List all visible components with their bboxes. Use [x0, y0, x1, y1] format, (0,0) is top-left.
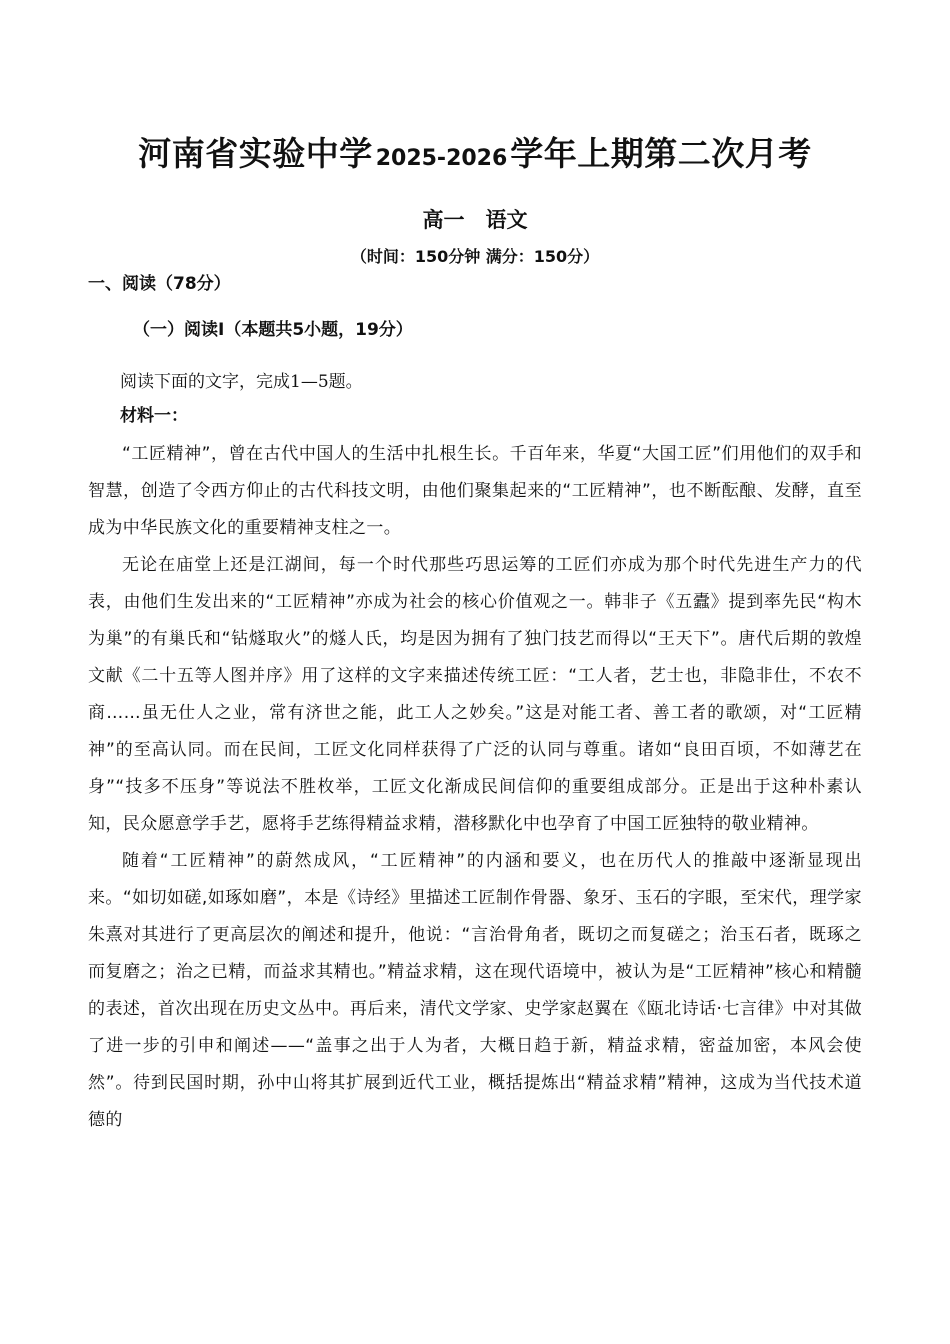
- exam-subject: 高一 语文: [422, 208, 528, 232]
- title-part1: 河南省实验中学: [138, 134, 373, 173]
- section-heading: 一、阅读（78分）: [88, 274, 231, 294]
- exam-time-info: （时间：150分钟 满分：150分）: [350, 247, 600, 266]
- title-part2: 学年上期第二次月考: [510, 134, 812, 173]
- passage-paragraph: “工匠精神”，曾在古代中国人的生活中扎根生长。千百年来，华夏“大国工匠”们用他们的双手和智慧，创造了令西方仰止的古代科技文明，由他们聚集起来的“工匠精神”，也不断酝酿、发酵，直至成为中华民族文化的重要精神支柱之一。: [88, 444, 862, 538]
- reading-instruction: 阅读下面的文字，完成1—5题。: [120, 372, 363, 392]
- title-years: 2025-2026: [375, 146, 508, 171]
- exam-title: [0, 128, 950, 185]
- passage-paragraph: 随着“工匠精神”的蔚然成风，“工匠精神”的内涵和要义，也在历代人的推敲中逐渐显现出来。“如切如磋,如琢如磨”，本是《诗经》里描述工匠制作骨器、象牙、玉石的字眼，至宋代，理学家朱熹对其进行了更高层次的阐述和提升，他说：“言治骨角者，既切之而复磋之；治玉石者，既琢之而复磨之；治之已精，而益求其精也。”精益求精，这在现代语境中，被认为是“工匠精神”核心和精髓的表述，首次出现在历史文丛中。再后来，清代文学家、史学家赵翼在《瓯北诗话·七言律》中对其做了进一步的引申和阐述——“盖事之出于人为者，大概日趋于新，精益求精，密益加密，本风会使然”。待到民国时期，孙中山将其扩展到近代工业，概括提炼出“精益求精”精神，这成为当代技术道德的: [88, 851, 862, 1130]
- subsection-heading: （一）阅读Ⅰ（本题共5小题，19分）: [133, 320, 413, 340]
- material-label: 材料一：: [120, 406, 188, 426]
- passage-body: [88, 436, 862, 1139]
- passage-paragraph: 无论在庙堂上还是江湖间，每一个时代那些巧思运筹的工匠们亦成为那个时代先进生产力的代表，由他们生发出来的“工匠精神”亦成为社会的核心价值观之一。韩非子《五蠹》提到率先民“构木为巢”的有巢氏和“钻燧取火”的燧人氏，均是因为拥有了独门技艺而得以“王天下”。唐代后期的敦煌文献《二十五等人图并序》用了这样的文字来描述传统工匠：“工人者，艺士也，非隐非仕，不农不商……虽无仕人之业，常有济世之能，此工人之妙矣。”这是对能工者、善工者的歌颂，对“工匠精神”的至高认同。而在民间，工匠文化同样获得了广泛的认同与尊重。诸如“良田百顷，不如薄艺在身”“技多不压身”等说法不胜枚举，工匠文化渐成民间信仰的重要组成部分。正是出于这种朴素认知，民众愿意学手艺，愿将手艺练得精益求精，潜移默化中也孕育了中国工匠独特的敬业精神。: [88, 555, 862, 834]
